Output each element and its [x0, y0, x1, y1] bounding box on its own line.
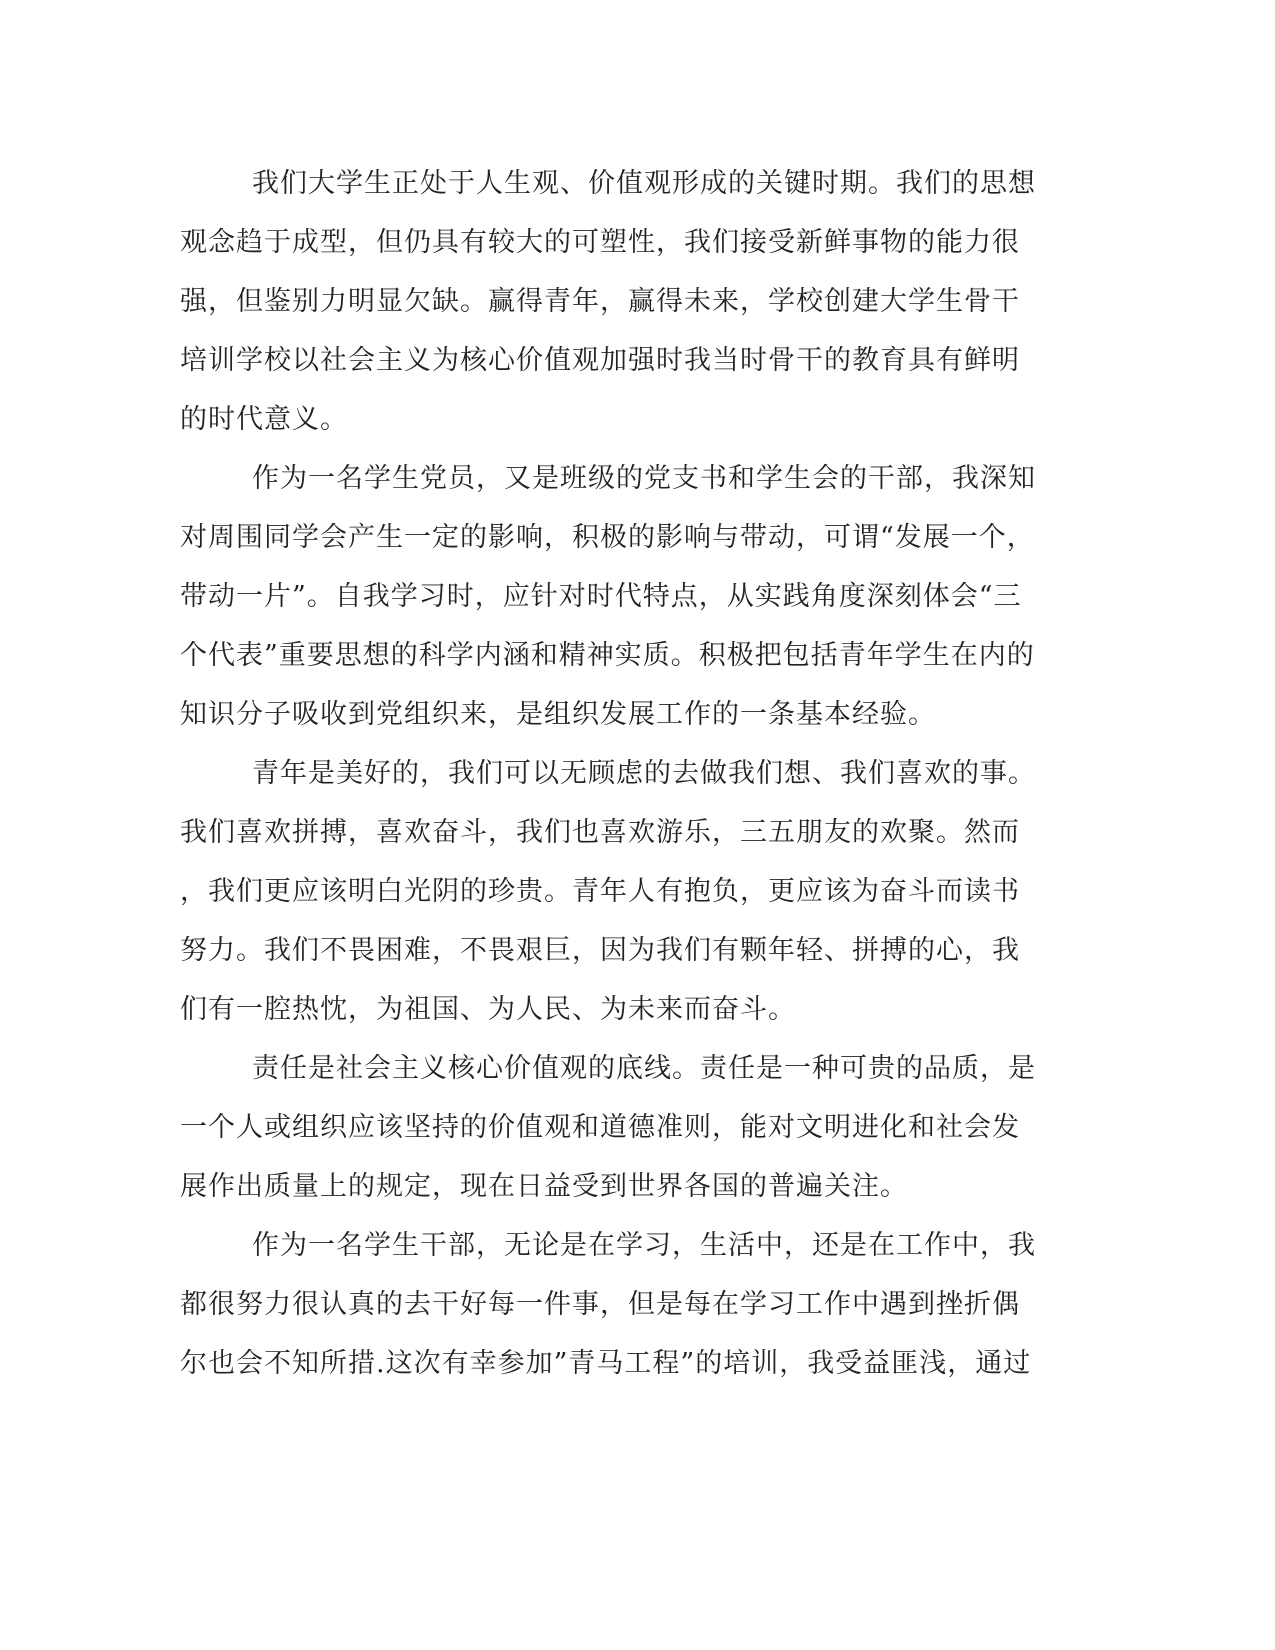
paragraph-line: 个代表”重要思想的科学内涵和精神实质。积极把包括青年学生在内的 — [180, 640, 1035, 671]
paragraph-line: 带动一片”。自我学习时，应针对时代特点，从实践角度深刻体会“三 — [180, 581, 1022, 612]
paragraph-line: 尔也会不知所措.这次有幸参加”青马工程”的培训，我受益匪浅，通过 — [180, 1348, 1032, 1379]
paragraph-line: 青年是美好的，我们可以无顾虑的去做我们想、我们喜欢的事。 — [252, 758, 1036, 789]
paragraph-line: 强，但鉴别力明显欠缺。赢得青年，赢得未来，学校创建大学生骨干 — [180, 286, 1020, 317]
paragraph-line: 展作出质量上的规定，现在日益受到世界各国的普遍关注。 — [180, 1171, 908, 1202]
paragraph-line: 们有一腔热忱，为祖国、为人民、为未来而奋斗。 — [180, 994, 796, 1025]
paragraph-line: 都很努力很认真的去干好每一件事，但是每在学习工作中遇到挫折偶 — [180, 1289, 1020, 1320]
paragraph-line: 培训学校以社会主义为核心价值观加强时我当时骨干的教育具有鲜明 — [180, 345, 1020, 376]
paragraph-line: 努力。我们不畏困难，不畏艰巨，因为我们有颗年轻、拼搏的心，我 — [180, 935, 1020, 966]
paragraph-line: 的时代意义。 — [180, 404, 348, 435]
paragraph-line: ，我们更应该明白光阴的珍贵。青年人有抱负，更应该为奋斗而读书 — [180, 876, 1020, 907]
paragraph-4 — [180, 1039, 1040, 1216]
paragraph-line: 知识分子吸收到党组织来，是组织发展工作的一条基本经验。 — [180, 699, 936, 730]
paragraph-1 — [180, 154, 1040, 449]
paragraph-line: 作为一名学生党员，又是班级的党支书和学生会的干部，我深知 — [252, 463, 1036, 494]
paragraph-line: 对周围同学会产生一定的影响，积极的影响与带动，可谓“发展一个， — [180, 522, 1035, 553]
paragraph-line: 观念趋于成型，但仍具有较大的可塑性，我们接受新鲜事物的能力很 — [180, 227, 1020, 258]
paragraph-3 — [180, 744, 1040, 1039]
paragraph-line: 责任是社会主义核心价值观的底线。责任是一种可贵的品质，是 — [252, 1053, 1036, 1084]
paragraph-line: 我们大学生正处于人生观、价值观形成的关键时期。我们的思想 — [252, 168, 1036, 199]
paragraph-line: 一个人或组织应该坚持的价值观和道德准则，能对文明进化和社会发 — [180, 1112, 1020, 1143]
paragraph-5 — [180, 1216, 1040, 1393]
paragraph-2 — [180, 449, 1040, 744]
document-body — [180, 154, 1040, 1393]
paragraph-line: 作为一名学生干部，无论是在学习，生活中，还是在工作中，我 — [252, 1230, 1036, 1261]
paragraph-line: 我们喜欢拼搏，喜欢奋斗，我们也喜欢游乐，三五朋友的欢聚。然而 — [180, 817, 1020, 848]
